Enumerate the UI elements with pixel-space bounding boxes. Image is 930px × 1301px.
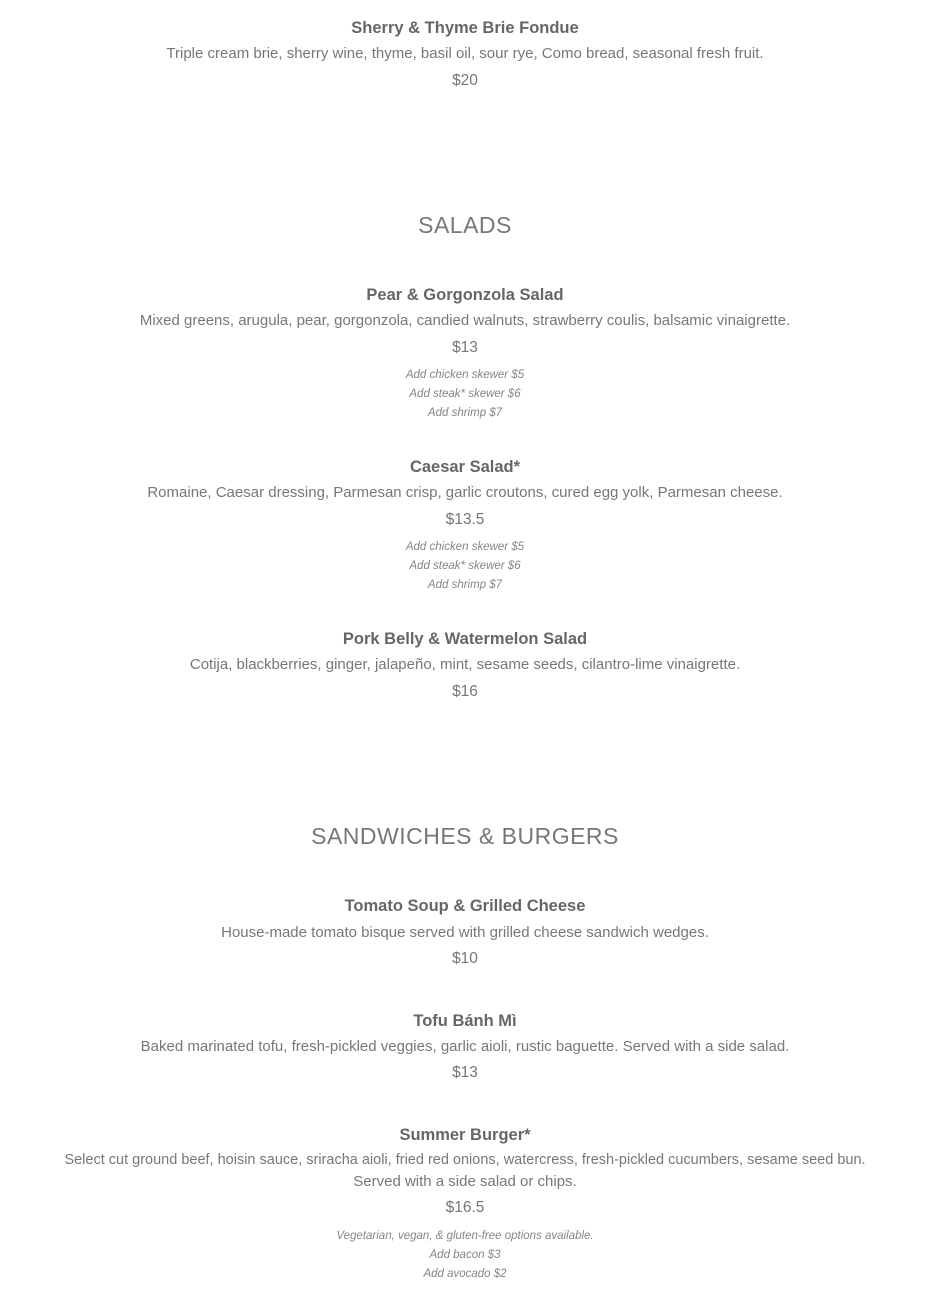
salad-item-price: $13.5 xyxy=(445,511,485,528)
salad-item-addon: Add shrimp $7 xyxy=(427,407,503,419)
sandwich-item-description-line2: Served with a side salad or chips. xyxy=(353,1173,577,1190)
salad-item-description: Mixed greens, arugula, pear, gorgonzola, candied walnuts, strawberry coulis, balsamic vinaigrette. xyxy=(139,312,791,329)
sandwich-item-name: Summer Burger* xyxy=(399,1126,531,1144)
sandwich-item-note: Vegetarian, vegan, & gluten-free options available. xyxy=(336,1230,594,1242)
sandwich-item-name: Tomato Soup & Grilled Cheese xyxy=(344,897,586,915)
salad-item-addon: Add shrimp $7 xyxy=(427,579,503,591)
sandwich-item-addon: Add avocado $2 xyxy=(423,1268,507,1280)
salad-item-addon: Add steak* skewer $6 xyxy=(409,560,521,572)
sandwich-item-name: Tofu Bánh Mì xyxy=(413,1012,517,1030)
salad-item-name: Pear & Gorgonzola Salad xyxy=(366,286,564,304)
salad-item-addon: Add chicken skewer $5 xyxy=(405,369,525,381)
sandwich-item-price: $10 xyxy=(452,950,478,967)
sandwich-item-addon: Add bacon $3 xyxy=(429,1249,501,1261)
salad-item-description: Romaine, Caesar dressing, Parmesan crisp, garlic croutons, cured egg yolk, Parmesan cheese. xyxy=(147,484,783,501)
salad-item-description: Cotija, blackberries, ginger, jalapeño, mint, sesame seeds, cilantro-lime vinaigrette. xyxy=(189,656,741,673)
sandwich-item-description: Select cut ground beef, hoisin sauce, sriracha aioli, fried red onions, watercress, fresh-pickled cucumbers, sesame seed bun. xyxy=(64,1152,866,1168)
fondue-name: Sherry & Thyme Brie Fondue xyxy=(351,19,579,37)
sandwiches-heading: SANDWICHES & BURGERS xyxy=(311,823,619,849)
salad-item-price: $13 xyxy=(452,339,478,356)
salad-item-price: $16 xyxy=(452,683,478,700)
sandwich-item-price: $16.5 xyxy=(445,1199,485,1216)
salad-item-name: Caesar Salad* xyxy=(409,458,521,476)
sandwich-item-description: House-made tomato bisque served with grilled cheese sandwich wedges. xyxy=(221,924,709,941)
sandwich-item-description: Baked marinated tofu, fresh-pickled veggies, garlic aioli, rustic baguette. Served with a side salad. xyxy=(140,1038,790,1055)
fondue-price: $20 xyxy=(452,72,478,89)
salad-item-addon: Add steak* skewer $6 xyxy=(409,388,521,400)
salad-item-addon: Add chicken skewer $5 xyxy=(405,541,525,553)
sandwich-item-price: $13 xyxy=(452,1064,478,1081)
fondue-description: Triple cream brie, sherry wine, thyme, basil oil, sour rye, Como bread, seasonal fresh fruit. xyxy=(166,45,764,62)
salad-item-name: Pork Belly & Watermelon Salad xyxy=(342,630,588,648)
salads-heading: SALADS xyxy=(418,212,512,238)
